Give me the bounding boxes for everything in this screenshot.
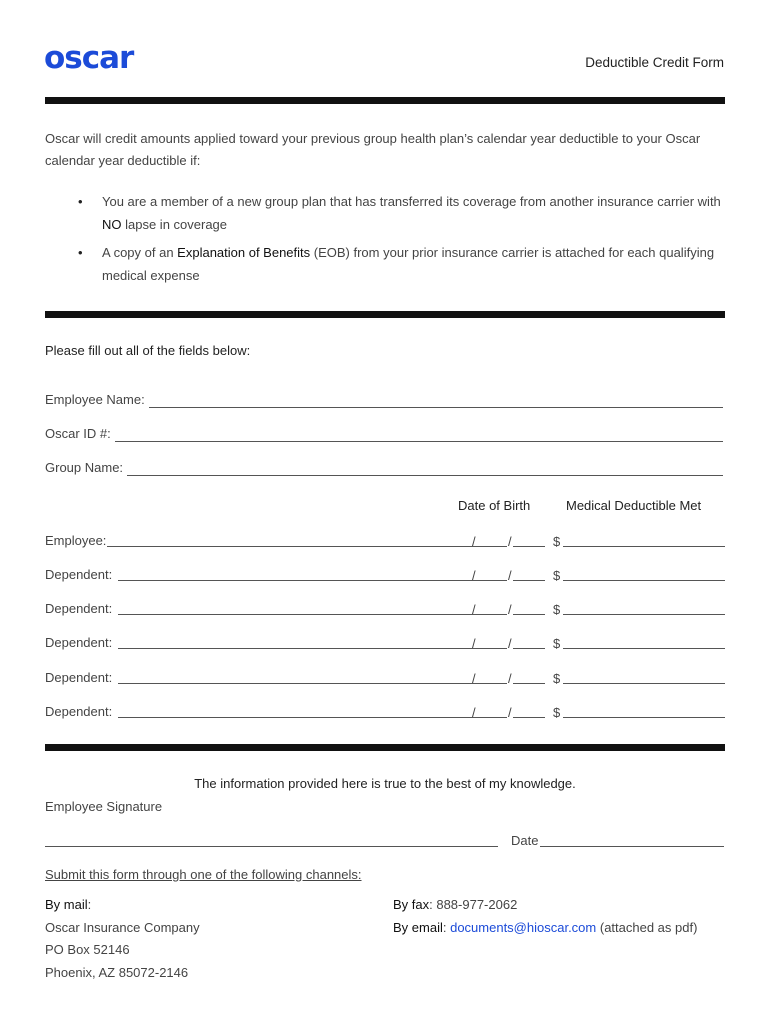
dob-year-input[interactable] <box>513 546 545 547</box>
eligibility-item-no-lapse <box>78 190 723 236</box>
bullet2-pre: A copy of an <box>102 245 178 260</box>
bullet2-strong: Explanation of Benefits <box>177 245 311 260</box>
deductible-amount-input[interactable] <box>563 546 725 547</box>
oscar-id-row <box>45 422 723 442</box>
attestation-statement: The information provided here is true to the best of my knowledge. <box>194 776 576 791</box>
dependent-name-input[interactable] <box>118 717 477 718</box>
fax-title: By fax <box>393 897 430 912</box>
submit-channels-heading: Submit this form through one of the following channels: <box>45 867 362 882</box>
employee-row <box>45 530 725 550</box>
dob-day-input[interactable] <box>477 717 507 718</box>
intro-text: Oscar will credit amounts applied toward your previous group health plan’s calendar year deductible to your Oscar calendar year deductible if: <box>45 131 701 168</box>
dob-day-input[interactable] <box>477 580 507 581</box>
dob-slash: / <box>472 705 476 720</box>
dependent-label: Dependent: <box>45 635 113 650</box>
fax-number: : 888-977-2062 <box>429 897 518 912</box>
divider-middle <box>45 311 725 318</box>
group-name-label: Group Name: <box>45 460 124 475</box>
bullet1-post: lapse in coverage <box>121 217 228 232</box>
dollar-sign: $ <box>553 534 561 549</box>
dob-month-input[interactable] <box>441 648 471 649</box>
fax-row <box>393 894 697 917</box>
employee-label: Employee: <box>45 533 107 548</box>
email-separator: : <box>442 919 451 935</box>
dob-day-input[interactable] <box>477 614 507 615</box>
dob-slash: / <box>472 671 476 686</box>
signature-label: Employee Signature <box>45 799 163 814</box>
deductible-amount-input[interactable] <box>563 580 725 581</box>
bullet1-strong: NO <box>102 217 122 232</box>
dollar-sign: $ <box>553 671 561 686</box>
form-title: Deductible Credit Form <box>585 55 724 70</box>
dependent-name-input[interactable] <box>118 648 477 649</box>
dependent-label: Dependent: <box>45 704 113 719</box>
mail-address-line-1: Oscar Insurance Company <box>45 919 200 935</box>
dob-slash: / <box>472 602 476 617</box>
email-note: (attached as pdf) <box>596 919 698 935</box>
signature-date-label: Date <box>511 833 539 848</box>
dependent-row <box>45 598 725 618</box>
dob-slash: / <box>508 705 512 720</box>
dob-day-input[interactable] <box>477 648 507 649</box>
dependent-name-input[interactable] <box>118 580 477 581</box>
dollar-sign: $ <box>553 602 561 617</box>
dependent-name-input[interactable] <box>118 683 477 684</box>
group-name-field[interactable] <box>127 462 723 476</box>
divider-bottom <box>45 744 725 751</box>
dob-slash: / <box>508 602 512 617</box>
dependent-row <box>45 667 725 687</box>
dob-slash: / <box>508 636 512 651</box>
dob-month-input[interactable] <box>441 683 471 684</box>
dob-year-input[interactable] <box>513 580 545 581</box>
mail-address-line-2: PO Box 52146 <box>45 942 130 957</box>
medical-deductible-header: Medical Deductible Met <box>566 498 702 513</box>
dollar-sign: $ <box>553 705 561 720</box>
mail-channel <box>45 894 200 984</box>
signature-date-field[interactable] <box>540 846 724 847</box>
dob-month-input[interactable] <box>441 546 471 547</box>
mail-title-row <box>45 894 200 917</box>
email-link[interactable]: documents@hioscar.com <box>450 919 597 935</box>
dollar-sign: $ <box>553 636 561 651</box>
mail-title: By mail <box>45 897 88 912</box>
dob-slash: / <box>472 534 476 549</box>
dob-year-input[interactable] <box>513 717 545 718</box>
dob-slash: / <box>508 671 512 686</box>
dependent-name-input[interactable] <box>118 614 477 615</box>
bullet1-pre: You are a member of a new group plan that has transferred its coverage from another insurance carrier with <box>102 194 721 209</box>
dependent-row <box>45 632 725 652</box>
email-row <box>393 917 697 940</box>
deductible-amount-input[interactable] <box>563 683 725 684</box>
dob-slash: / <box>472 568 476 583</box>
employee-name-field[interactable] <box>149 394 723 408</box>
dob-year-input[interactable] <box>513 614 545 615</box>
mail-address-line-3: Phoenix, AZ 85072-2146 <box>45 964 189 980</box>
dependent-label: Dependent: <box>45 601 113 616</box>
eligibility-item-eob <box>78 241 723 287</box>
employee-name-input[interactable] <box>107 546 477 547</box>
group-name-row <box>45 456 723 476</box>
deductible-amount-input[interactable] <box>563 717 725 718</box>
dob-slash: / <box>508 568 512 583</box>
dob-month-input[interactable] <box>441 580 471 581</box>
fill-prompt: Please fill out all of the fields below: <box>45 343 251 358</box>
dob-day-input[interactable] <box>477 546 507 547</box>
oscar-id-label: Oscar ID #: <box>45 426 111 441</box>
signature-field[interactable] <box>45 846 498 847</box>
dependent-label: Dependent: <box>45 567 113 582</box>
fax-email-channel <box>393 894 697 939</box>
bullet2-post: (EOB) from your prior insurance carrier is attached for each qualifying medical expense <box>102 245 715 283</box>
dob-year-input[interactable] <box>513 683 545 684</box>
deductible-amount-input[interactable] <box>563 648 725 649</box>
dependent-row <box>45 701 725 721</box>
employee-name-label: Employee Name: <box>45 392 145 407</box>
oscar-logo: oscar <box>44 40 134 76</box>
divider-top <box>45 97 725 104</box>
email-title: By email <box>393 919 443 935</box>
dob-year-input[interactable] <box>513 648 545 649</box>
date-of-birth-header: Date of Birth <box>458 498 531 513</box>
mail-colon: : <box>87 897 92 912</box>
dob-month-input[interactable] <box>441 614 471 615</box>
dob-day-input[interactable] <box>477 683 507 684</box>
deductible-amount-input[interactable] <box>563 614 725 615</box>
employee-name-row <box>45 388 723 408</box>
dob-slash: / <box>472 636 476 651</box>
eligibility-list <box>78 190 723 292</box>
dependent-label: Dependent: <box>45 670 113 685</box>
dependent-row <box>45 564 725 584</box>
oscar-id-field[interactable] <box>115 428 723 442</box>
dollar-sign: $ <box>553 568 561 583</box>
dob-slash: / <box>508 534 512 549</box>
dob-month-input[interactable] <box>441 717 471 718</box>
